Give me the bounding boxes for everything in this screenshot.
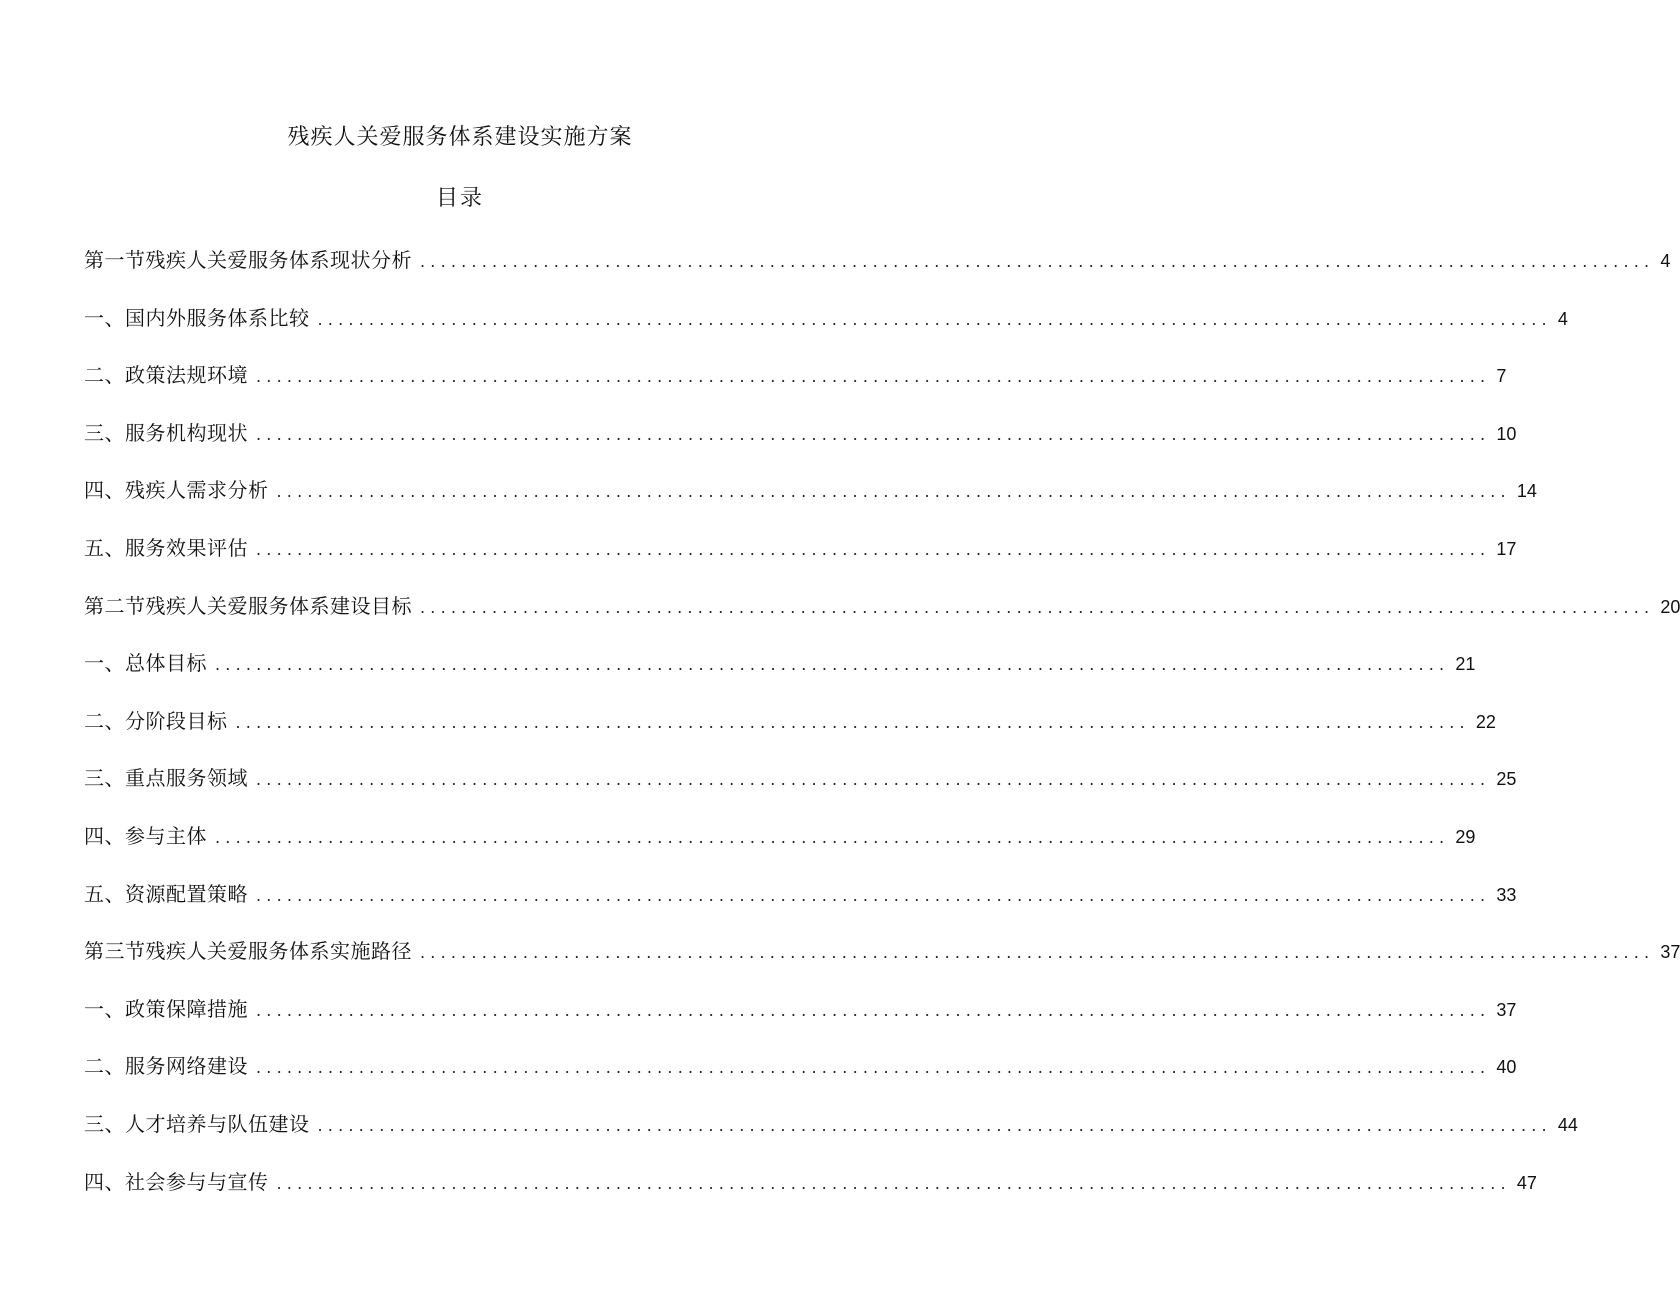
toc-entry-page: 44	[1557, 1114, 1578, 1135]
toc-entry-title: 四、社会参与与宣传	[84, 1169, 269, 1194]
toc-entry[interactable]	[84, 820, 1476, 878]
toc-entry[interactable]	[84, 762, 1517, 820]
toc-dot-leader: ........................................................................................................................	[317, 309, 1552, 329]
toc-dot-leader: ........................................................................................................................	[256, 1058, 1491, 1078]
toc-entry-page: 33	[1496, 884, 1517, 905]
toc-entry[interactable]	[84, 1108, 1578, 1166]
toc-dot-leader: ........................................................................................................................	[276, 482, 1511, 502]
toc-entry-page: 47	[1516, 1172, 1537, 1193]
toc-entry[interactable]	[84, 474, 1537, 532]
toc-entry[interactable]	[84, 647, 1476, 705]
toc-dot-leader: ........................................................................................................................	[420, 597, 1655, 617]
toc-entry-page: 29	[1455, 826, 1476, 847]
toc-entry-title: 二、服务网络建设	[84, 1054, 248, 1079]
toc-entry-page: 40	[1496, 1057, 1517, 1078]
toc-dot-leader: ........................................................................................................................	[420, 252, 1655, 271]
toc-entry-page: 14	[1516, 481, 1537, 502]
toc-entry[interactable]	[84, 359, 1507, 417]
toc-entry[interactable]	[84, 1166, 1537, 1224]
toc-entry-title: 五、服务效果评估	[84, 535, 248, 560]
toc-entry-title: 三、重点服务领域	[84, 766, 248, 791]
toc-entry-page: 25	[1496, 769, 1517, 790]
toc-entry[interactable]	[84, 878, 1517, 936]
toc-entry-page: 4	[1660, 251, 1671, 271]
toc-dot-leader: ........................................................................................................................	[256, 770, 1491, 790]
toc-entry-page: 37	[1660, 942, 1680, 963]
toc-dot-leader: ........................................................................................................................	[215, 827, 1450, 847]
toc-entry[interactable]	[84, 302, 1568, 360]
toc-entry[interactable]	[84, 1050, 1517, 1108]
toc-dot-leader: ........................................................................................................................	[420, 943, 1655, 963]
toc-entry[interactable]	[84, 935, 1680, 993]
table-of-contents	[84, 244, 1680, 1223]
toc-dot-leader: ........................................................................................................................	[256, 539, 1491, 559]
toc-entry-title: 二、分阶段目标	[84, 708, 228, 733]
toc-entry[interactable]	[84, 417, 1517, 475]
toc-entry-title: 一、总体目标	[84, 651, 207, 676]
toc-entry-title: 第一节残疾人关爱服务体系现状分析	[84, 248, 412, 272]
toc-dot-leader: ........................................................................................................................	[256, 885, 1491, 905]
toc-entry-page: 10	[1496, 423, 1517, 444]
toc-entry-title: 一、政策保障措施	[84, 996, 248, 1021]
toc-entry[interactable]	[84, 532, 1517, 590]
toc-heading: 目录	[435, 186, 484, 211]
toc-entry-page: 37	[1496, 999, 1517, 1020]
toc-entry-title: 四、残疾人需求分析	[84, 478, 269, 503]
toc-entry[interactable]	[84, 993, 1517, 1051]
toc-entry-title: 三、服务机构现状	[84, 420, 248, 445]
toc-dot-leader: ........................................................................................................................	[235, 712, 1470, 732]
toc-entry-page: 7	[1496, 366, 1507, 387]
toc-entry-title: 五、资源配置策略	[84, 881, 248, 906]
toc-entry-page: 21	[1455, 654, 1476, 675]
toc-entry-title: 一、国内外服务体系比较	[84, 305, 310, 330]
document-title: 残疾人关爱服务体系建设实施方案	[287, 125, 633, 150]
toc-dot-leader: ........................................................................................................................	[317, 1115, 1552, 1135]
toc-entry-title: 二、政策法规环境	[84, 363, 248, 388]
toc-dot-leader: ........................................................................................................................	[276, 1173, 1511, 1193]
toc-entry-page: 22	[1475, 711, 1496, 732]
toc-entry-page: 20	[1660, 596, 1680, 617]
toc-entry-page: 17	[1496, 538, 1517, 559]
toc-dot-leader: ........................................................................................................................	[256, 1000, 1491, 1020]
toc-entry-page: 4	[1557, 308, 1568, 329]
toc-dot-leader: ........................................................................................................................	[256, 424, 1491, 444]
toc-dot-leader: ........................................................................................................................	[215, 655, 1450, 675]
toc-entry[interactable]	[84, 705, 1496, 763]
toc-entry[interactable]	[84, 590, 1680, 648]
toc-dot-leader: ........................................................................................................................	[256, 367, 1491, 387]
toc-entry-title: 四、参与主体	[84, 823, 207, 848]
toc-entry-title: 第三节残疾人关爱服务体系实施路径	[84, 939, 412, 964]
toc-entry-title: 三、人才培养与队伍建设	[84, 1111, 310, 1136]
toc-entry[interactable]	[84, 244, 1671, 302]
toc-entry-title: 第二节残疾人关爱服务体系建设目标	[84, 593, 412, 618]
